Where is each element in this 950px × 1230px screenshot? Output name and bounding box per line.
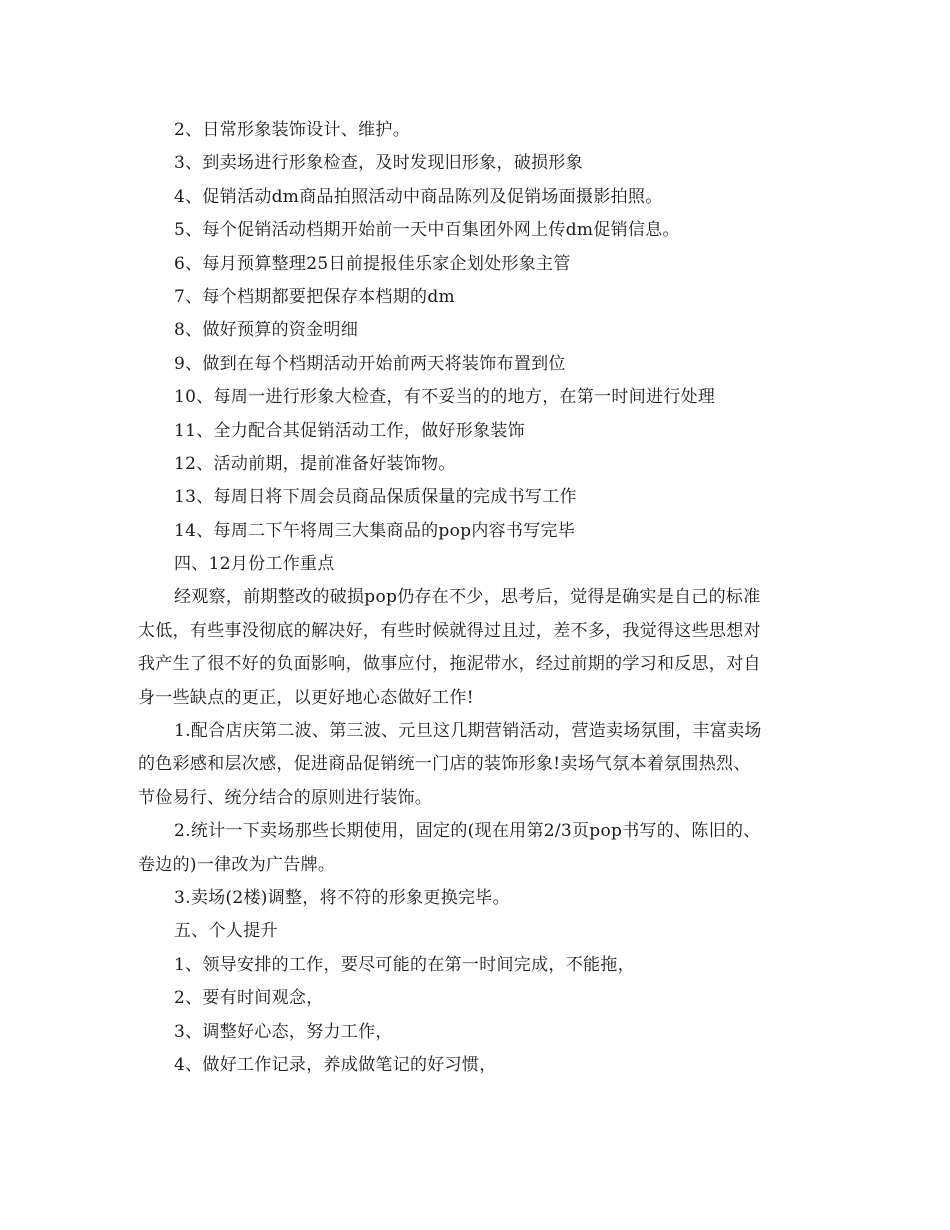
paragraph-line: 我产生了很不好的负面影响，做事应付，拖泥带水，经过前期的学习和反思，对自 (138, 654, 761, 675)
paragraph-line: 卷边的)一律改为广告牌。 (138, 854, 336, 875)
task-item: 11、全力配合其促销活动工作，做好形象装饰 (174, 420, 525, 441)
task-item: 10、每周一进行形象大检查，有不妥当的的地方，在第一时间进行处理 (174, 387, 716, 408)
task-item: 9、做到在每个档期活动开始前两天将装饰布置到位 (174, 353, 566, 374)
task-item: 13、每周日将下周会员商品保质保量的完成书写工作 (174, 487, 577, 508)
task-item: 14、每周二下午将周三大集商品的pop内容书写完毕 (174, 520, 576, 541)
task-item: 3、到卖场进行形象检查，及时发现旧形象，破损形象 (174, 153, 584, 174)
paragraph-line: 太低，有些事没彻底的解决好，有些时候就得过且过，差不多，我觉得这些思想对 (138, 620, 761, 641)
improvement-item: 4、做好工作记录，养成做笔记的好习惯， (174, 1054, 497, 1075)
section-heading-december-focus: 四、12月份工作重点 (174, 554, 335, 575)
focus-item-1-paragraph (138, 715, 828, 815)
task-item: 4、促销活动dm商品拍照活动中商品陈列及促销场面摄影拍照。 (174, 186, 663, 207)
paragraph-line: 节俭易行、统分结合的原则进行装饰。 (138, 787, 433, 808)
focus-item-3: 3.卖场(2楼)调整，将不符的形象更换完毕。 (174, 887, 510, 908)
task-item: 6、每月预算整理25日前提报佳乐家企划处形象主管 (174, 253, 571, 274)
task-item: 12、活动前期，提前准备好装饰物。 (174, 453, 456, 474)
task-item: 2、日常形象装饰设计、维护。 (174, 120, 411, 140)
task-item: 8、做好预算的资金明细 (174, 320, 359, 341)
document-body (138, 114, 828, 1082)
observation-paragraph (138, 581, 828, 715)
paragraph-line: 身一些缺点的更正，以更好地心态做好工作! (138, 687, 474, 708)
paragraph-line: 2.统计一下卖场那些长期使用，固定的(现在用第2/3页pop书写的、陈旧的、 (174, 821, 761, 842)
paragraph-line: 经观察，前期整改的破损pop仍存在不少，思考后，觉得是确实是自己的标准 (174, 587, 761, 608)
improvement-item: 3、调整好心态，努力工作， (174, 1021, 393, 1042)
paragraph-line: 的色彩感和层次感，促进商品促销统一门店的装饰形象!卖场气氛本着氛围热烈、 (138, 754, 751, 775)
task-item: 7、每个档期都要把保存本档期的dm (174, 286, 455, 307)
improvement-item: 2、要有时间观念， (174, 988, 324, 1009)
paragraph-line: 1.配合店庆第二波、第三波、元旦这几期营销活动，营造卖场氛围，丰富卖场 (174, 721, 762, 742)
focus-item-2-paragraph (138, 815, 828, 882)
section-heading-personal-improvement: 五、个人提升 (174, 921, 278, 942)
improvement-item: 1、领导安排的工作，要尽可能的在第一时间完成，不能拖， (174, 954, 635, 975)
task-item: 5、每个促销活动档期开始前一天中百集团外网上传dm促销信息。 (174, 220, 680, 241)
